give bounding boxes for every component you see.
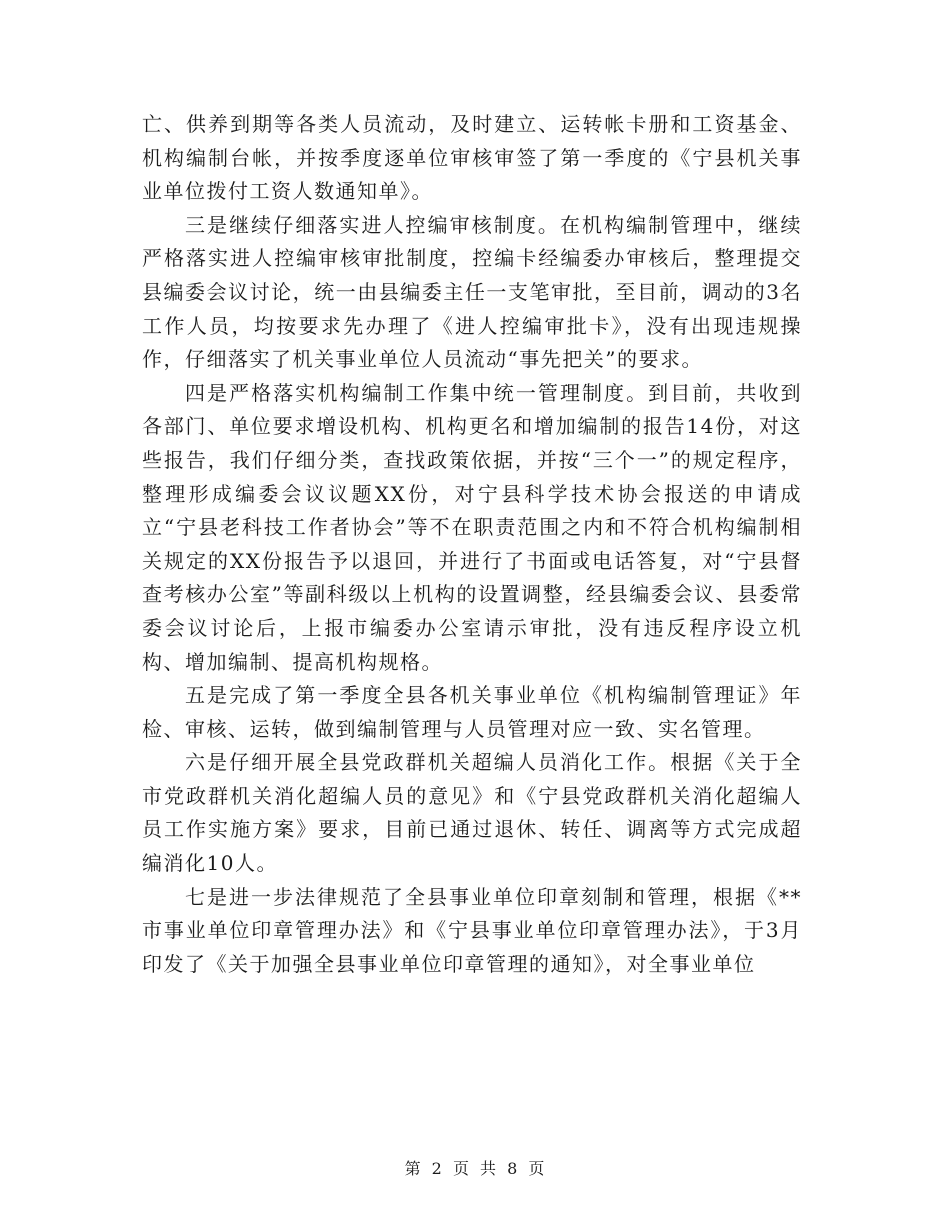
- paragraph-6: 七是进一步法律规范了全县事业单位印章刻制和管理，根据《**市事业单位印章管理办法》和《宁县事业单位印章管理办法》，于3月印发了《关于加强全县事业单位印章管理的通知》，对全事业单位: [142, 884, 802, 976]
- document-body: [142, 108, 802, 981]
- page-number-footer: 第 2 页 共 8 页: [404, 1159, 546, 1178]
- paragraph-2: 三是继续仔细落实进人控编审核制度。在机构编制管理中，继续严格落实进人控编审核审批制度，控编卡经编委办审核后，整理提交县编委会议讨论，统一由县编委主任一支笔审批，至目前，调动的3名工作人员，均按要求先办理了《进人控编审批卡》，没有出现违规操作，仔细落实了机关事业单位人员流动“事先把关”的要求。: [142, 212, 802, 372]
- paragraph-4: 五是完成了第一季度全县各机关事业单位《机构编制管理证》年检、审核、运转，做到编制管理与人员管理对应一致、实名管理。: [142, 683, 802, 741]
- paragraph-1: 亡、供养到期等各类人员流动，及时建立、运转帐卡册和工资基金、机构编制台帐，并按季度逐单位审核审签了第一季度的《宁县机关事业单位拨付工资人数通知单》。: [142, 112, 802, 204]
- paragraph-3: 四是严格落实机构编制工作集中统一管理制度。到目前，共收到各部门、单位要求增设机构、机构更名和增加编制的报告14份，对这些报告，我们仔细分类，查找政策依据，并按“三个一”的规定程序，整理形成编委会议议题XX份，对宁县科学技术协会报送的申请成立“宁县老科技工作者协会”等不在职责范围之内和不符合机构编制相关规定的XX份报告予以退回，并进行了书面或电话答复，对“宁县督查考核办公室”等副科级以上机构的设置调整，经县编委会议、县委常委会议讨论后，上报市编委办公室请示审批，没有违反程序设立机构、增加编制、提高机构规格。: [142, 380, 802, 674]
- paragraph-5: 六是仔细开展全县党政群机关超编人员消化工作。根据《关于全市党政群机关消化超编人员的意见》和《宁县党政群机关消化超编人员工作实施方案》要求，目前已通过退休、转任、调离等方式完成超编消化10人。: [142, 750, 802, 876]
